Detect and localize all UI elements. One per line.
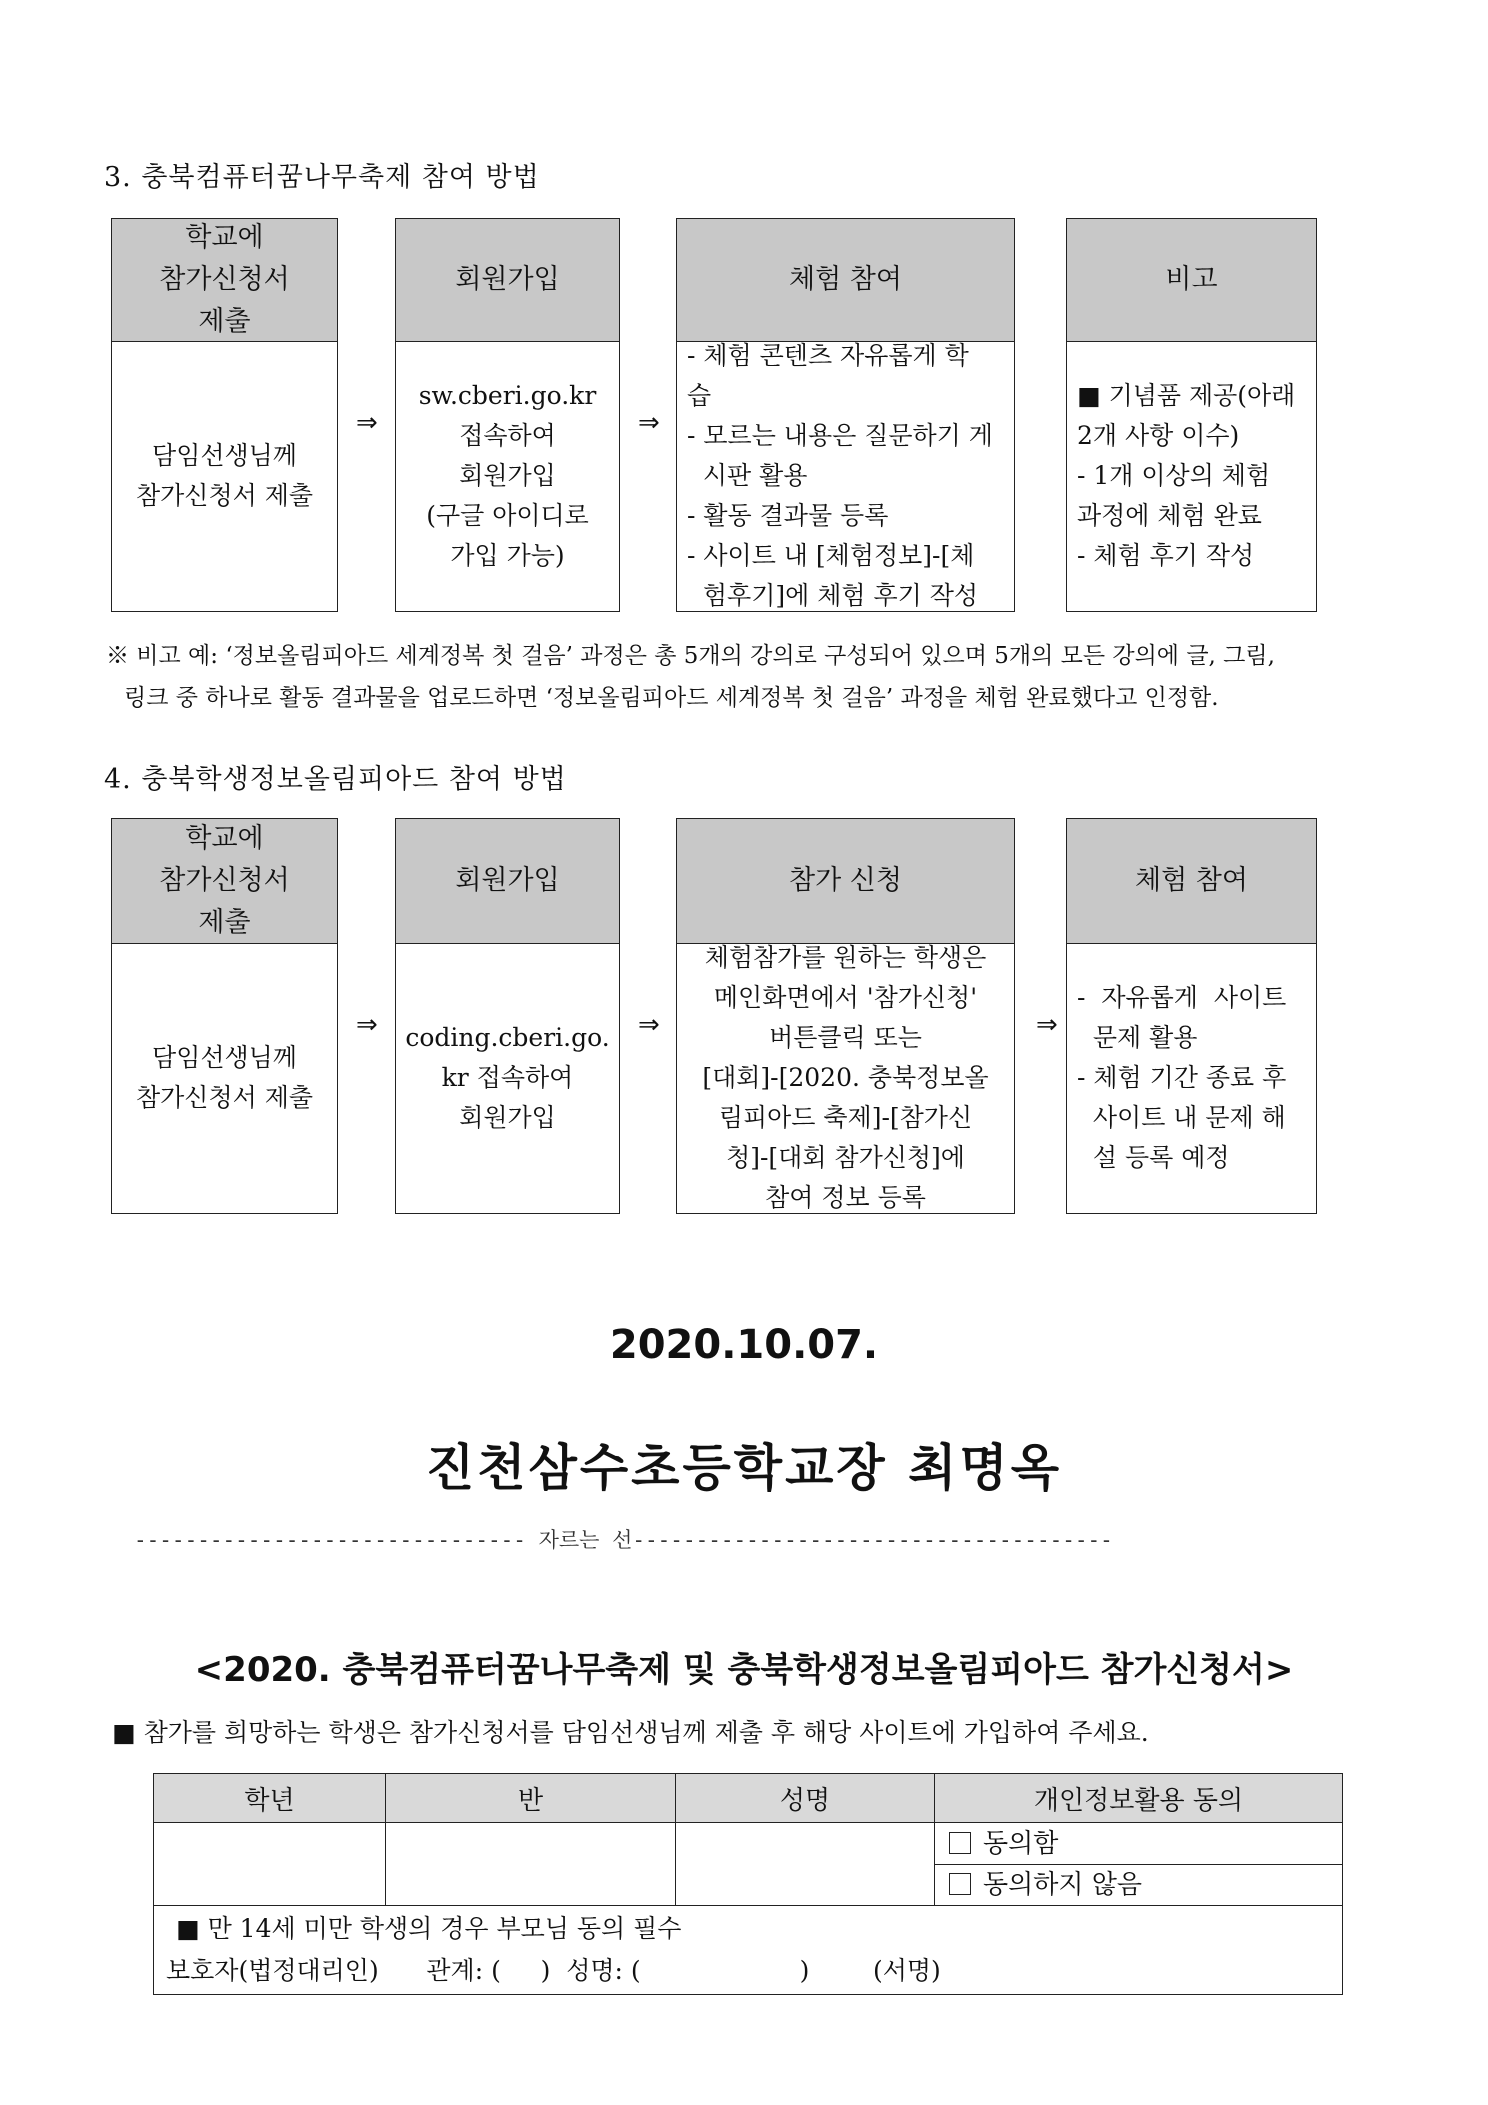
body-line: kr 접속하여 [441,1063,574,1092]
body-line: 험후기]에 체험 후기 작성 [687,581,978,610]
form-instruction: ■ 참가를 희망하는 학생은 참가신청서를 담임선생님께 제출 후 해당 사이트에 가입하여 주세요. [112,1718,1149,1747]
section4-step-2-body [396,943,619,1213]
guardian-relation-field[interactable]: 관계: ( ) [426,1956,551,1985]
body-line: 참가신청서 제출 [136,1083,313,1112]
section4-step-3-header [677,819,1014,944]
section3-note-line2: 링크 중 하나로 활동 결과물을 업로드하면 ‘정보올림피아드 세계정복 첫 걸음’ 과정을 체험 완료했다고 인정함. [124,685,1219,711]
section4-step-4-body [1067,943,1316,1213]
section3-step-4-header [1067,219,1316,342]
cut-line-right-dashes: -------------------------------------- [632,1528,1113,1552]
section4-title: 4. 충북학생정보올림피아드 참여 방법 [104,764,567,795]
col-header-class: 반 [386,1774,676,1823]
body-line: - 체험 콘텐츠 자유롭게 학 [687,341,969,370]
body-line: 문제 활용 [1077,1023,1198,1052]
right-arrow-icon: ⇒ [356,408,378,438]
section4-step-2 [395,818,620,1214]
consent-cell [935,1823,1343,1906]
body-line: 설 등록 예정 [1077,1143,1230,1172]
body-line: - 모르는 내용은 질문하기 게 [687,421,993,450]
section3-note-line1: ※ 비고 예: ‘정보올림피아드 세계정복 첫 걸음’ 과정은 총 5개의 강의로 구성되어 있으며 5개의 모든 강의에 글, 그림, [106,643,1275,669]
cut-line-label: 자르는 선 [525,1528,633,1552]
class-input-cell[interactable] [386,1823,676,1906]
body-line: - 사이트 내 [체험정보]-[체 [687,541,975,570]
section3-step-1-header [112,219,337,342]
header-line: 학교에 [185,823,264,854]
right-arrow-icon: ⇒ [638,1010,660,1040]
section4-step-3 [676,818,1015,1214]
right-arrow-icon: ⇒ [638,408,660,438]
body-line: 담임선생님께 [152,1043,297,1072]
header-line: 학교에 [185,222,264,253]
section4-step-1-body [112,943,337,1213]
header-line: 참가신청서 [159,865,290,896]
body-line: [대회]-[2020. 충북정보올 [702,1063,989,1092]
guardian-line [166,1950,1342,1992]
header-line: 회원가입 [455,865,560,896]
agree-checkbox[interactable] [949,1832,971,1854]
body-line: 사이트 내 문제 해 [1077,1103,1286,1132]
guardian-name-field[interactable]: 성명: ( ) [566,1956,810,1985]
cut-line-left-dashes: ------------------------------- [134,1528,526,1552]
body-line: 접속하여 [459,421,556,450]
section4-step-4-header [1067,819,1316,944]
body-line: 시판 활용 [687,461,808,490]
body-line: (구글 아이디로 [426,501,589,530]
section3-title: 3. 충북컴퓨터꿈나무축제 참여 방법 [104,162,540,193]
col-header-consent: 개인정보활용 동의 [935,1774,1343,1823]
consent-agree-option[interactable] [935,1824,1342,1865]
right-arrow-icon: ⇒ [356,1010,378,1040]
right-arrow-icon: ⇒ [1036,1010,1058,1040]
body-line: - 자유롭게 사이트 [1077,983,1287,1012]
section3-step-2-body [396,341,619,611]
section4-step-2-header [396,819,619,944]
body-line: - 체험 후기 작성 [1077,541,1255,570]
body-line: coding.cberi.go. [405,1023,610,1052]
principal-name: 진천삼수초등학교장 최명옥 [425,1439,1062,1497]
guardian-signature-field[interactable]: (서명) [872,1956,941,1985]
body-line: 메인화면에서 '참가신청' [713,983,978,1012]
header-line: 회원가입 [455,264,560,295]
header-line: 참가신청서 [159,264,290,295]
document-date: 2020.10.07. [609,1322,879,1368]
section3-step-1-body [112,341,337,611]
header-line: 체험 참여 [1135,865,1248,896]
section3-step-4 [1066,218,1317,612]
body-line: 참여 정보 등록 [765,1183,926,1212]
section4-step-1-header [112,819,337,944]
grade-input-cell[interactable] [154,1823,386,1906]
section3-step-3-header [677,219,1014,342]
guardian-label: 보호자(법정대리인) [166,1956,379,1985]
consent-disagree-option[interactable] [935,1865,1342,1905]
body-line: 회원가입 [459,461,556,490]
body-line: ■ 기념품 제공(아래 [1077,381,1296,410]
body-line: 습 [687,381,712,410]
body-line: 버튼클릭 또는 [769,1023,922,1052]
section3-step-3-body [677,341,1014,611]
section3-step-4-body [1067,341,1316,611]
body-line: 과정에 체험 완료 [1077,501,1262,530]
header-line: 제출 [198,306,251,337]
body-line: 체험참가를 원하는 학생은 [704,943,987,972]
body-line: - 1개 이상의 체험 [1077,461,1271,490]
form-title: <2020. 충북컴퓨터꿈나무축제 및 충북학생정보올림피아드 참가신청서> [194,1650,1294,1690]
cut-line [134,1524,1113,1554]
guardian-consent-row [154,1906,1343,1995]
section4-step-1 [111,818,338,1214]
body-line: 담임선생님께 [152,441,297,470]
agree-label: 동의함 [983,1828,1059,1859]
col-header-name: 성명 [676,1774,935,1823]
section4-step-3-body [677,943,1014,1213]
body-line: 참가신청서 제출 [136,481,313,510]
header-line: 제출 [198,907,251,938]
body-line: 림피아드 축제]-[참가신 [718,1103,973,1132]
disagree-label: 동의하지 않음 [983,1869,1142,1900]
body-line: - 체험 기간 종료 후 [1077,1063,1287,1092]
col-header-grade: 학년 [154,1774,386,1823]
body-line: 2개 사항 이수) [1077,421,1240,450]
section3-step-2 [395,218,620,612]
header-line: 비고 [1165,264,1218,295]
disagree-checkbox[interactable] [949,1873,971,1895]
application-form-table [153,1773,1343,1995]
section3-step-2-header [396,219,619,342]
section3-step-3 [676,218,1015,612]
minor-consent-note: ■ 만 14세 미만 학생의 경우 부모님 동의 필수 [176,1914,682,1943]
header-line: 체험 참여 [789,264,902,295]
body-line: 가입 가능) [450,541,565,570]
header-line: 참가 신청 [789,865,902,896]
body-line: sw.cberi.go.kr [418,381,597,410]
section4-step-4 [1066,818,1317,1214]
name-input-cell[interactable] [676,1823,935,1906]
body-line: 회원가입 [459,1103,556,1132]
body-line: - 활동 결과물 등록 [687,501,889,530]
section3-step-1 [111,218,338,612]
body-line: 청]-[대회 참가신청]에 [726,1143,965,1172]
